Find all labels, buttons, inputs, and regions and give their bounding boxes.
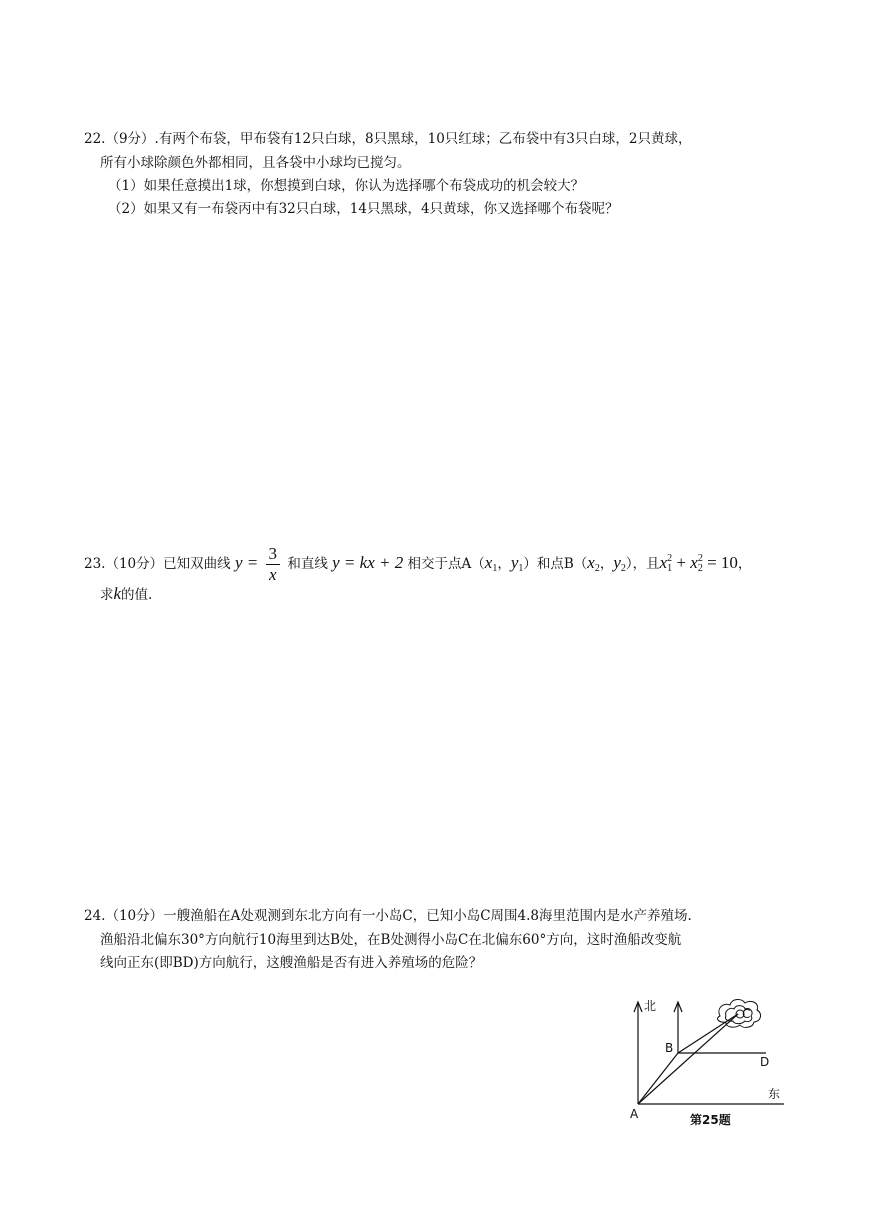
q23-y1: y bbox=[510, 553, 519, 572]
q23-x1: x bbox=[484, 553, 493, 572]
q23-line2 bbox=[100, 584, 152, 605]
label-c: C bbox=[742, 1007, 751, 1021]
q23-and-line: 和直线 bbox=[287, 556, 328, 572]
q23-y2: y bbox=[613, 553, 621, 572]
q23-plus: + bbox=[672, 553, 691, 572]
label-north: 北 bbox=[644, 999, 657, 1013]
figure-caption: 第25题 bbox=[690, 1113, 731, 1127]
segment-ab bbox=[638, 1053, 678, 1104]
q23-y2-sub: 2 bbox=[620, 563, 626, 574]
q23-sq2-base: x bbox=[690, 553, 698, 572]
q22-line2: 所有小球除颜色外都相同，且各袋中小球均已搅匀。 bbox=[100, 155, 411, 171]
label-a: A bbox=[630, 1107, 639, 1121]
q23-prefix: 23.（10分）已知双曲线 bbox=[84, 556, 231, 572]
q23-hyperbola-y: y = bbox=[234, 553, 259, 572]
label-d: D bbox=[760, 1055, 770, 1069]
q23-comma1: ， bbox=[497, 556, 511, 572]
q23-end-comma: ， bbox=[737, 556, 752, 572]
q23-sq2-sup: 2 bbox=[697, 553, 703, 564]
q24-line2: 渔船沿北偏东30°方向航行10海里到达B处，在B处测得小岛C在北偏东60°方向，这时渔船改变航 bbox=[100, 932, 682, 948]
label-b: B bbox=[665, 1041, 674, 1055]
q23-fraction bbox=[266, 544, 281, 585]
q23-x1-sub: 1 bbox=[492, 563, 498, 574]
q23-y1-sub: 1 bbox=[518, 563, 524, 574]
q23-line1 bbox=[84, 538, 751, 590]
q23-sq1-sup: 2 bbox=[667, 553, 673, 564]
q22-part1: （1）如果任意摸出1球，你想摸到白球，你认为选择哪个布袋成功的机会较大？ bbox=[108, 178, 585, 194]
q23-frac-denominator: x bbox=[269, 565, 277, 584]
q23-sq1-base: x bbox=[659, 553, 668, 572]
geometry-figure bbox=[620, 994, 790, 1128]
q23-sq2-sub: 2 bbox=[697, 563, 703, 574]
q23-and-point: ）和点B（ bbox=[523, 556, 588, 572]
q23-line2-prefix: 求 bbox=[100, 587, 114, 603]
label-east: 东 bbox=[768, 1087, 781, 1101]
q23-line2-suffix: 的值. bbox=[121, 587, 153, 603]
q22-line1: 22.（9分）.有两个布袋，甲布袋有12只白球，8只黑球，10只红球；乙布袋中有3只白球，2只黄球， bbox=[84, 131, 692, 147]
segment-ac bbox=[638, 1014, 738, 1104]
q22-part2: （2）如果又有一布袋丙中有32只白球，14只黑球，4只黄球，你又选择哪个布袋呢？ bbox=[108, 201, 619, 217]
q23-given: ），且 bbox=[625, 556, 660, 572]
segment-bc bbox=[678, 1014, 738, 1053]
q23-x2: x bbox=[587, 553, 595, 572]
q24-line3: 线向正东(即BD)方向航行，这艘渔船是否有进入养殖场的危险？ bbox=[100, 955, 483, 971]
q23-frac-numerator: 3 bbox=[266, 544, 281, 565]
q24-line1: 24.（10分）一艘渔船在A处观测到东北方向有一小岛C，已知小岛C周围4.8海里范围内是水产养殖场. bbox=[84, 908, 692, 924]
q23-k: k bbox=[113, 584, 122, 603]
q23-comma2: ， bbox=[599, 556, 614, 572]
q23-x2-sub: 2 bbox=[594, 563, 600, 574]
q23-line-equation: y = kx + 2 bbox=[332, 553, 404, 572]
q23-equals: = 10 bbox=[702, 553, 738, 572]
q23-sq1-sub: 1 bbox=[667, 563, 673, 574]
q23-intersect-text: 相交于点A（ bbox=[407, 556, 485, 572]
